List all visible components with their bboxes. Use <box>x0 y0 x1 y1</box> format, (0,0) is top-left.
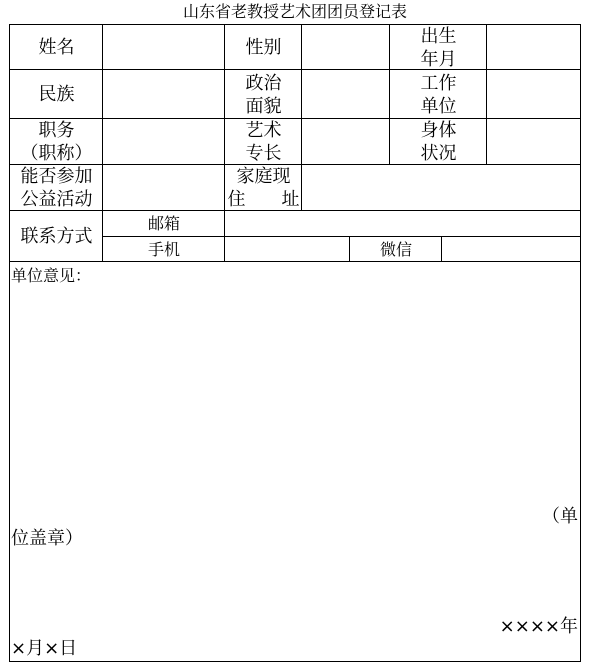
wechat-label-cell <box>349 236 443 263</box>
wechat-label: 微信 <box>379 239 412 259</box>
charity-field[interactable] <box>102 164 226 212</box>
political-label-line2: 面貌 <box>245 95 282 117</box>
ethnicity-label: 民族 <box>38 84 75 105</box>
name-label: 姓名 <box>38 37 75 58</box>
specialty-label-line2: 专长 <box>245 143 282 164</box>
position-label <box>10 119 103 165</box>
contact-label-cell <box>9 210 104 263</box>
gender-field[interactable] <box>301 24 391 71</box>
position-label-line1: 职务 <box>38 120 75 141</box>
date-text-line2: ×月×日 <box>11 638 78 659</box>
email-label: 邮箱 <box>147 214 180 233</box>
workplace-label <box>390 70 487 119</box>
political-label-cell <box>224 69 303 120</box>
gender-label-cell <box>224 24 303 71</box>
position-label-line2: （职称） <box>20 143 93 164</box>
charity-label-line1: 能否参加 <box>20 166 93 187</box>
position-label-cell <box>9 118 104 166</box>
political-field[interactable] <box>301 69 391 120</box>
form-title: 山东省老教授艺术团团员登记表 <box>182 2 407 21</box>
charity-label-cell <box>9 164 104 212</box>
birth-label-line2: 年月 <box>420 48 457 70</box>
seal-text-line2: 位盖章） <box>11 528 83 549</box>
workplace-label-cell <box>389 69 488 120</box>
health-label-line1: 身体 <box>420 120 457 141</box>
email-field[interactable] <box>224 210 581 238</box>
address-label-cell <box>224 164 303 212</box>
charity-label-line2: 公益活动 <box>20 189 93 210</box>
wechat-field[interactable] <box>441 236 581 263</box>
name-field[interactable] <box>102 24 226 71</box>
address-label <box>225 165 302 211</box>
date-text-line1: ××××年 <box>499 616 578 637</box>
health-label-cell <box>389 118 488 166</box>
ethnicity-field[interactable] <box>102 69 226 120</box>
position-field[interactable] <box>102 118 226 166</box>
birth-label <box>390 25 487 70</box>
phone-field[interactable] <box>224 236 351 263</box>
opinion-label: 单位意见： <box>11 266 92 285</box>
workplace-field[interactable] <box>486 69 581 120</box>
specialty-label <box>225 119 302 165</box>
seal-text-line1: （单 <box>542 506 578 527</box>
specialty-label-cell <box>224 118 303 166</box>
phone-label-cell <box>102 236 226 263</box>
health-label <box>390 119 487 165</box>
phone-label: 手机 <box>147 239 180 259</box>
address-field[interactable] <box>301 164 581 212</box>
specialty-field[interactable] <box>301 118 391 166</box>
birth-label-line1: 出生 <box>420 25 457 47</box>
birth-field[interactable] <box>486 24 581 71</box>
workplace-label-line2: 单位 <box>420 95 457 117</box>
contact-label: 联系方式 <box>20 226 93 247</box>
charity-label <box>10 165 103 211</box>
birth-label-cell <box>389 24 488 71</box>
opinion-section[interactable] <box>9 261 581 662</box>
ethnicity-label-cell <box>9 69 104 120</box>
political-label <box>225 70 302 119</box>
specialty-label-line1: 艺术 <box>245 120 282 141</box>
address-label-line1: 家庭现 <box>236 166 291 187</box>
email-label-cell <box>102 210 226 238</box>
workplace-label-line1: 工作 <box>420 72 457 94</box>
political-label-line1: 政治 <box>245 72 282 94</box>
name-label-cell <box>9 24 104 71</box>
address-label-line2: 住 址 <box>227 189 300 210</box>
gender-label: 性别 <box>245 37 282 58</box>
health-label-line2: 状况 <box>420 143 457 164</box>
health-field[interactable] <box>486 118 581 166</box>
